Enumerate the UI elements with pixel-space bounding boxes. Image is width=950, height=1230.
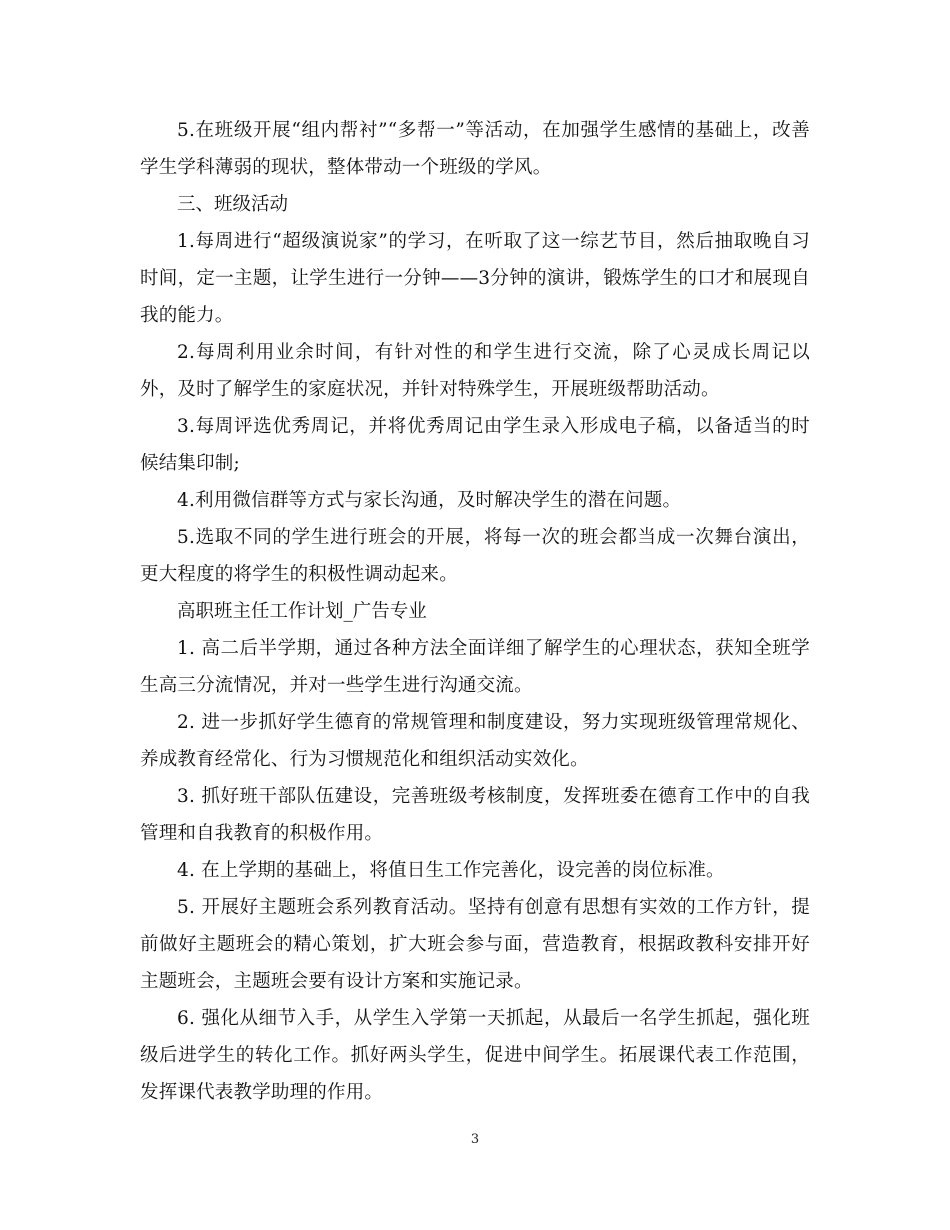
paragraph-plan-item-3: 3. 抓好班干部队伍建设，完善班级考核制度，发挥班委在德育工作中的自我管理和自我教育的积极作用。 xyxy=(140,786,810,844)
paragraph-plan-item-1: 1. 高二后半学期，通过各种方法全面详细了解学生的心理状态，获知全班学生高三分流情况，并对一些学生进行沟通交流。 xyxy=(140,638,810,696)
paragraph-parent-communication: 4.利用微信群等方式与家长沟通，及时解决学生的潜在问题。 xyxy=(177,490,682,511)
page-number: 3 xyxy=(470,1132,480,1147)
paragraph-class-meeting: 5.选取不同的学生进行班会的开展，将每一次的班会都当成一次舞台演出，更大程度的将学生的积极性调动起来。 xyxy=(140,527,810,585)
paragraph-plan-item-2: 2. 进一步抓好学生德育的常规管理和制度建设，努力实现班级管理常规化、养成教育经常化、行为习惯规范化和组织活动实效化。 xyxy=(140,712,810,770)
paragraph-speech-activity: 1.每周进行“超级演说家”的学习，在听取了这一综艺节目，然后抽取晚自习时间，定一主题，让学生进行一分钟——3分钟的演讲，锻炼学生的口才和展现自我的能力。 xyxy=(140,231,810,326)
section-heading-class-activities: 三、班级活动 xyxy=(177,194,289,215)
paragraph-student-communication: 2.每周利用业余时间，有针对性的和学生进行交流，除了心灵成长周记以外，及时了解学生的家庭状况，并针对特殊学生，开展班级帮助活动。 xyxy=(140,342,810,400)
paragraph-group-help-activity: 5.在班级开展“组内帮衬”“多帮一”等活动，在加强学生感情的基础上，改善学生学科薄弱的现状，整体带动一个班级的学风。 xyxy=(140,120,810,178)
paragraph-weekly-journal: 3.每周评选优秀周记，并将优秀周记由学生录入形成电子稿，以备适当的时候结集印制; xyxy=(140,416,810,474)
section-heading-work-plan: 高职班主任工作计划_广告专业 xyxy=(177,601,427,622)
paragraph-plan-item-4: 4. 在上学期的基础上，将值日生工作完善化，设完善的岗位标准。 xyxy=(177,860,725,881)
document-body xyxy=(140,112,810,1111)
paragraph-plan-item-5: 5. 开展好主题班会系列教育活动。坚持有创意有思想有实效的工作方针，提前做好主题班会的精心策划，扩大班会参与面，营造教育，根据政教科安排开好主题班会，主题班会要有设计方案和实施记录。 xyxy=(140,897,810,992)
paragraph-plan-item-6: 6. 强化从细节入手，从学生入学第一天抓起，从最后一名学生抓起，强化班级后进学生的转化工作。抓好两头学生，促进中间学生。拓展课代表工作范围，发挥课代表教学助理的作用。 xyxy=(140,1008,810,1103)
